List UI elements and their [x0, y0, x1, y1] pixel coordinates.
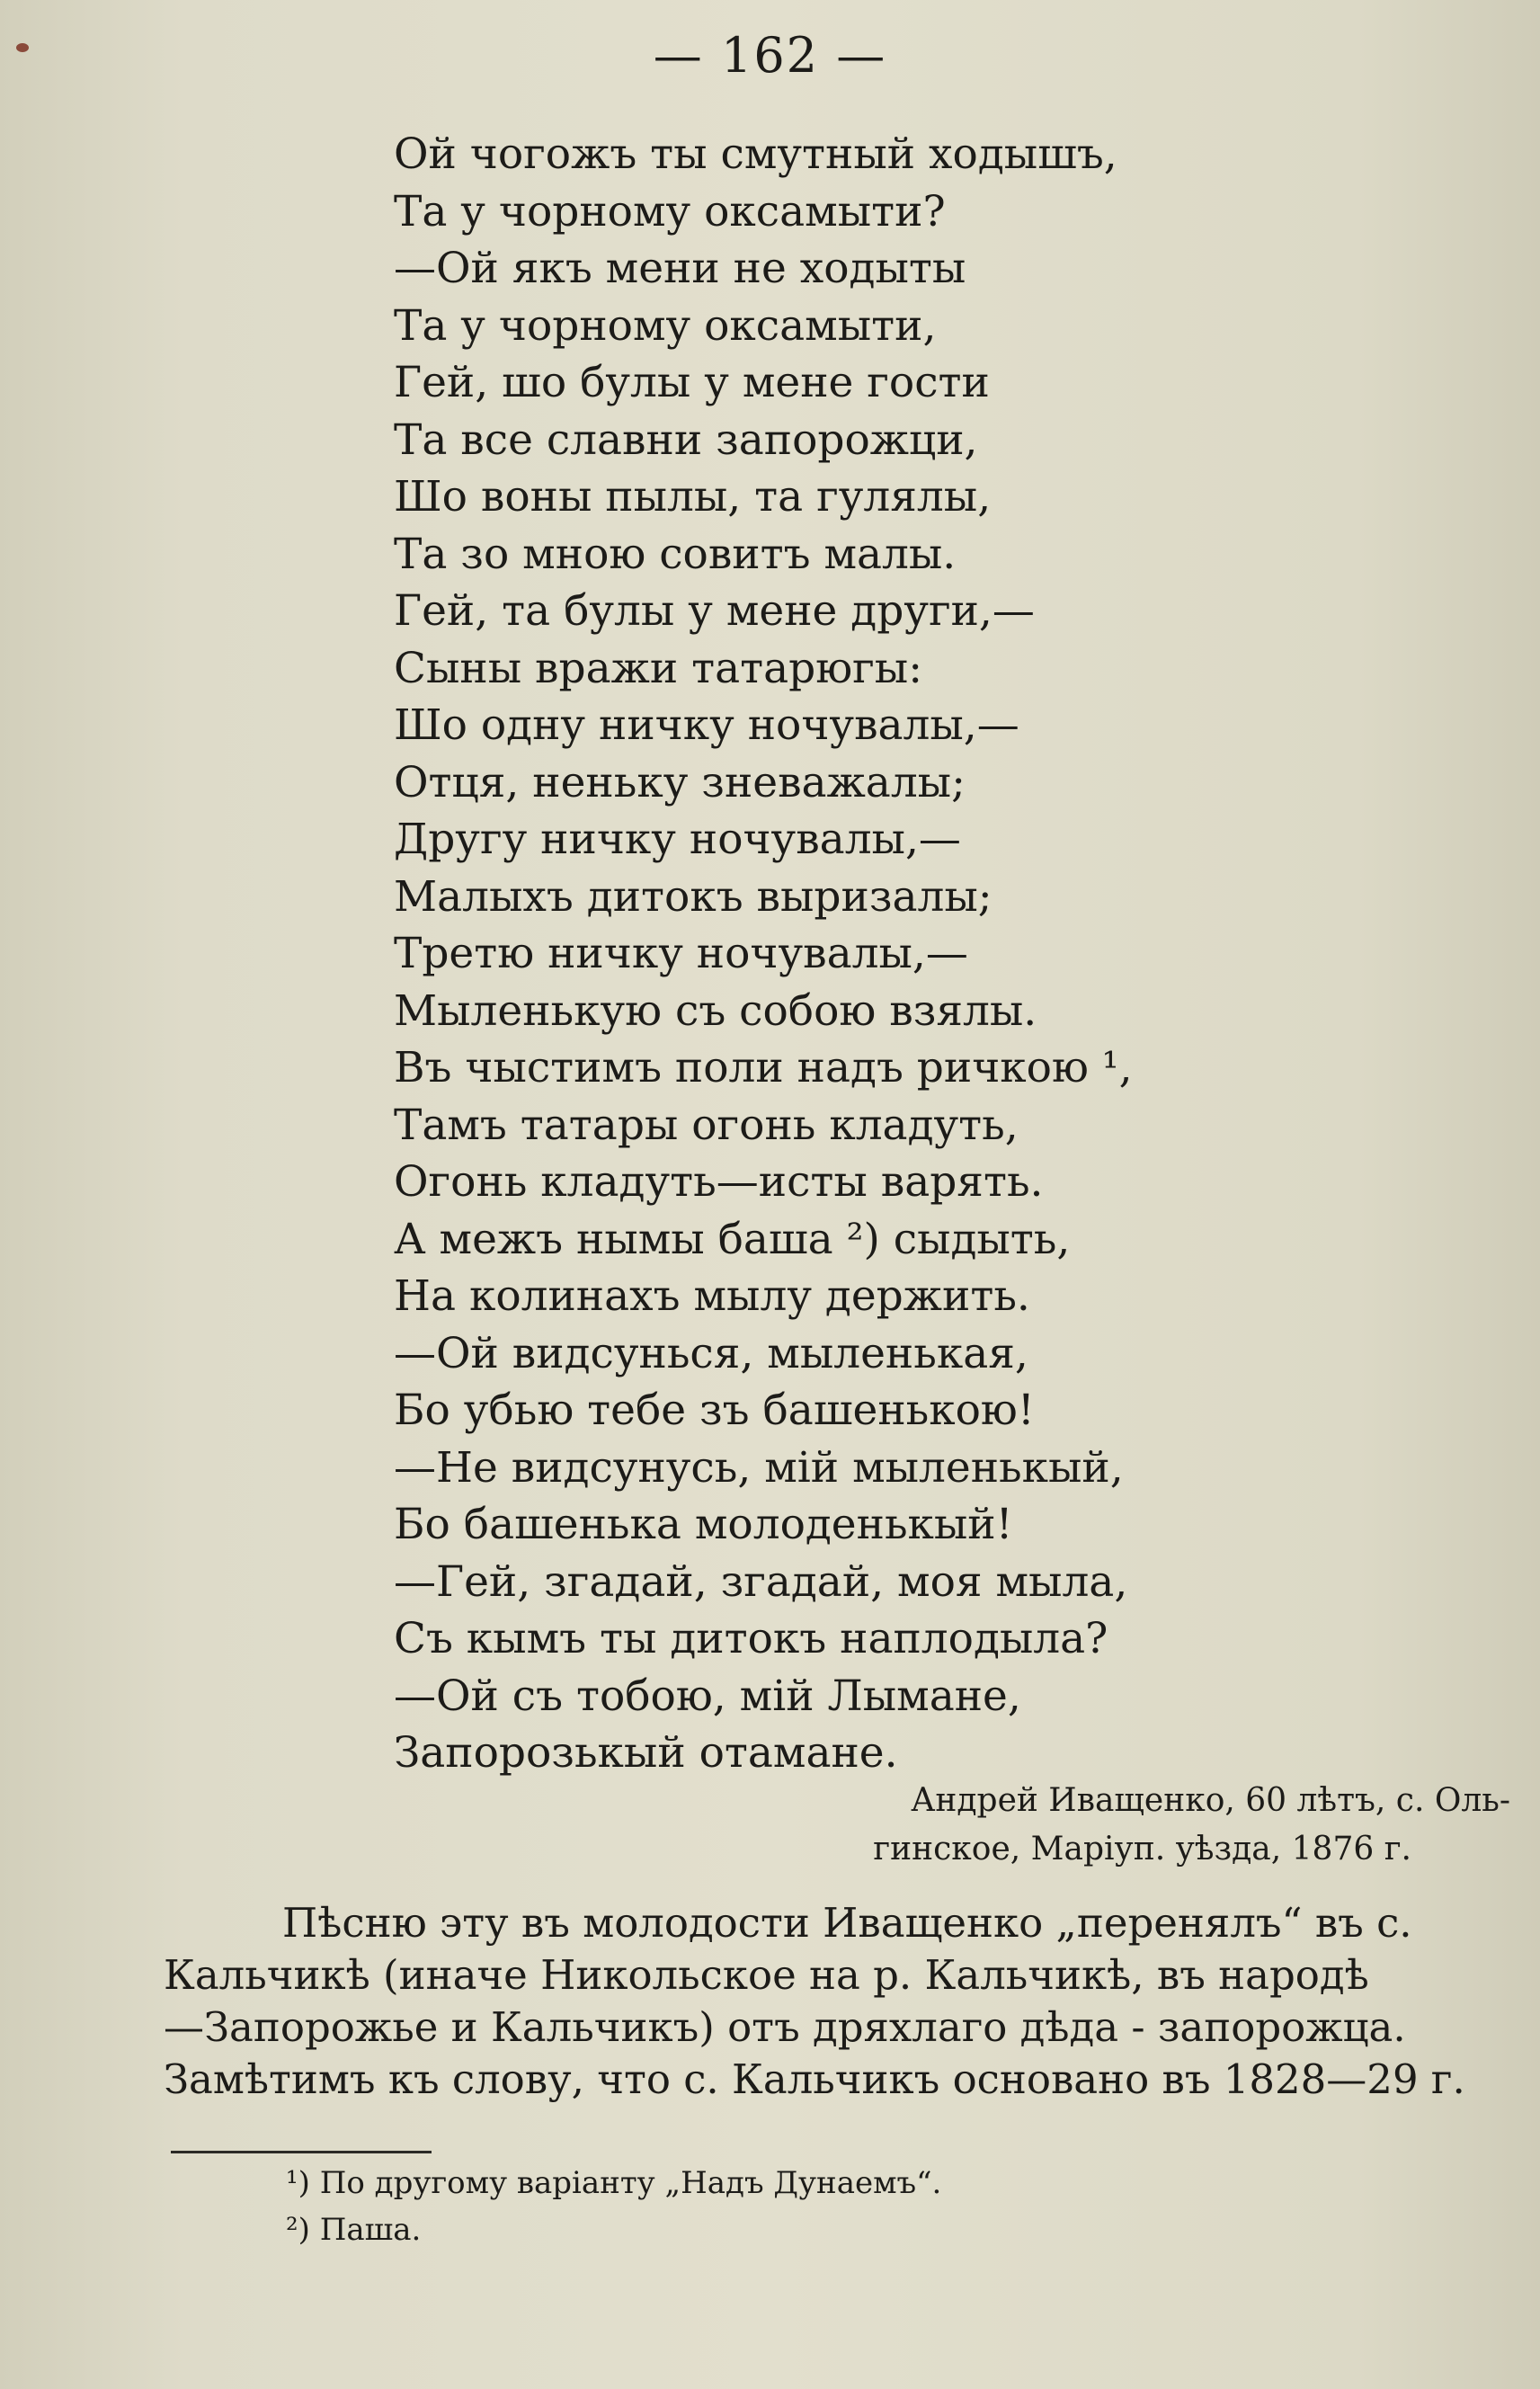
verse-line: —Ой видсунься, мыленькая,: [394, 1328, 1028, 1378]
verse-line: Сыны вражи татарюгы:: [394, 643, 923, 693]
verse-line: Та все славни запорожци,: [394, 415, 978, 465]
page-number: — 162 —: [653, 27, 887, 84]
footnote: ²) Паша.: [286, 2212, 422, 2248]
prose-line: —Запорожье и Кальчикъ) отъ дряхлаго дѣда - запорожца.: [164, 2003, 1406, 2051]
verse-line: Запорозькый отамане.: [394, 1728, 898, 1778]
poem-verse: [394, 126, 1293, 1782]
verse-line: Тамъ татары огонь кладуть,: [394, 1100, 1019, 1150]
verse-line: Та у чорному оксамыти,: [394, 300, 937, 351]
verse-line: Та у чорному оксамыти?: [394, 186, 946, 236]
verse-line: Мыленькую съ собою взялы.: [394, 985, 1037, 1036]
verse-line: —Ой съ тобою, мій Лымане,: [394, 1671, 1021, 1721]
commentary-paragraph: [164, 1897, 1526, 2106]
verse-line: Въ чыстимъ поли надъ ричкою ¹,: [394, 1043, 1133, 1092]
verse-line: —Гей, згадай, згадай, моя мыла,: [394, 1556, 1128, 1607]
footnote: ¹) По другому варіанту „Надъ Дунаемъ“.: [286, 2165, 942, 2201]
prose-line: Замѣтимъ къ слову, что с. Кальчикъ основано въ 1828—29 г.: [164, 2055, 1465, 2103]
prose-line: Пѣсню эту въ молодости Иващенко „перенялъ“ въ с.: [282, 1899, 1412, 1947]
verse-line: Отця, неньку зневажалы;: [394, 757, 966, 807]
footnote-divider: [171, 2151, 432, 2153]
verse-line: Та зо мною совитъ малы.: [394, 529, 957, 579]
verse-line: Шо одну ничку ночувалы,—: [394, 700, 1019, 750]
attribution-line: гинское, Маріуп. уѣзда, 1876 г.: [873, 1831, 1411, 1868]
footnotes: [286, 2160, 1365, 2253]
verse-line: Огонь кладуть—исты варять.: [394, 1157, 1044, 1207]
verse-line: Съ кымъ ты дитокъ наплодыла?: [394, 1614, 1108, 1663]
verse-line: Третю ничку ночувалы,—: [394, 929, 968, 978]
verse-line: Бо башенька молоденькый!: [394, 1500, 1013, 1549]
verse-line: Ой чогожъ ты смутный ходышъ,: [394, 129, 1117, 179]
verse-line: —Не видсунусь, мій мыленькый,: [394, 1442, 1124, 1493]
verse-line: Другу ничку ночувалы,—: [394, 815, 961, 864]
verse-line: —Ой якъ мени не ходыты: [394, 244, 966, 293]
verse-line: Гей, шо булы у мене гости: [394, 358, 990, 407]
verse-line: Гей, та булы у мене други,—: [394, 586, 1035, 636]
source-attribution: [629, 1777, 1510, 1874]
verse-line: А межъ нымы баша ²) сыдыть,: [394, 1214, 1071, 1264]
verse-line: На колинахъ мылу держить.: [394, 1271, 1030, 1321]
prose-line: Кальчикѣ (иначе Никольское на р. Кальчикѣ, въ народѣ: [164, 1951, 1369, 1999]
attribution-line: Андрей Иващенко, 60 лѣтъ, с. Оль-: [911, 1782, 1510, 1819]
verse-line: Малыхъ дитокъ выризалы;: [394, 871, 993, 922]
verse-line: Шо воны пылы, та гулялы,: [394, 472, 992, 521]
verse-line: Бо убью тебе зъ башенькою!: [394, 1386, 1035, 1435]
